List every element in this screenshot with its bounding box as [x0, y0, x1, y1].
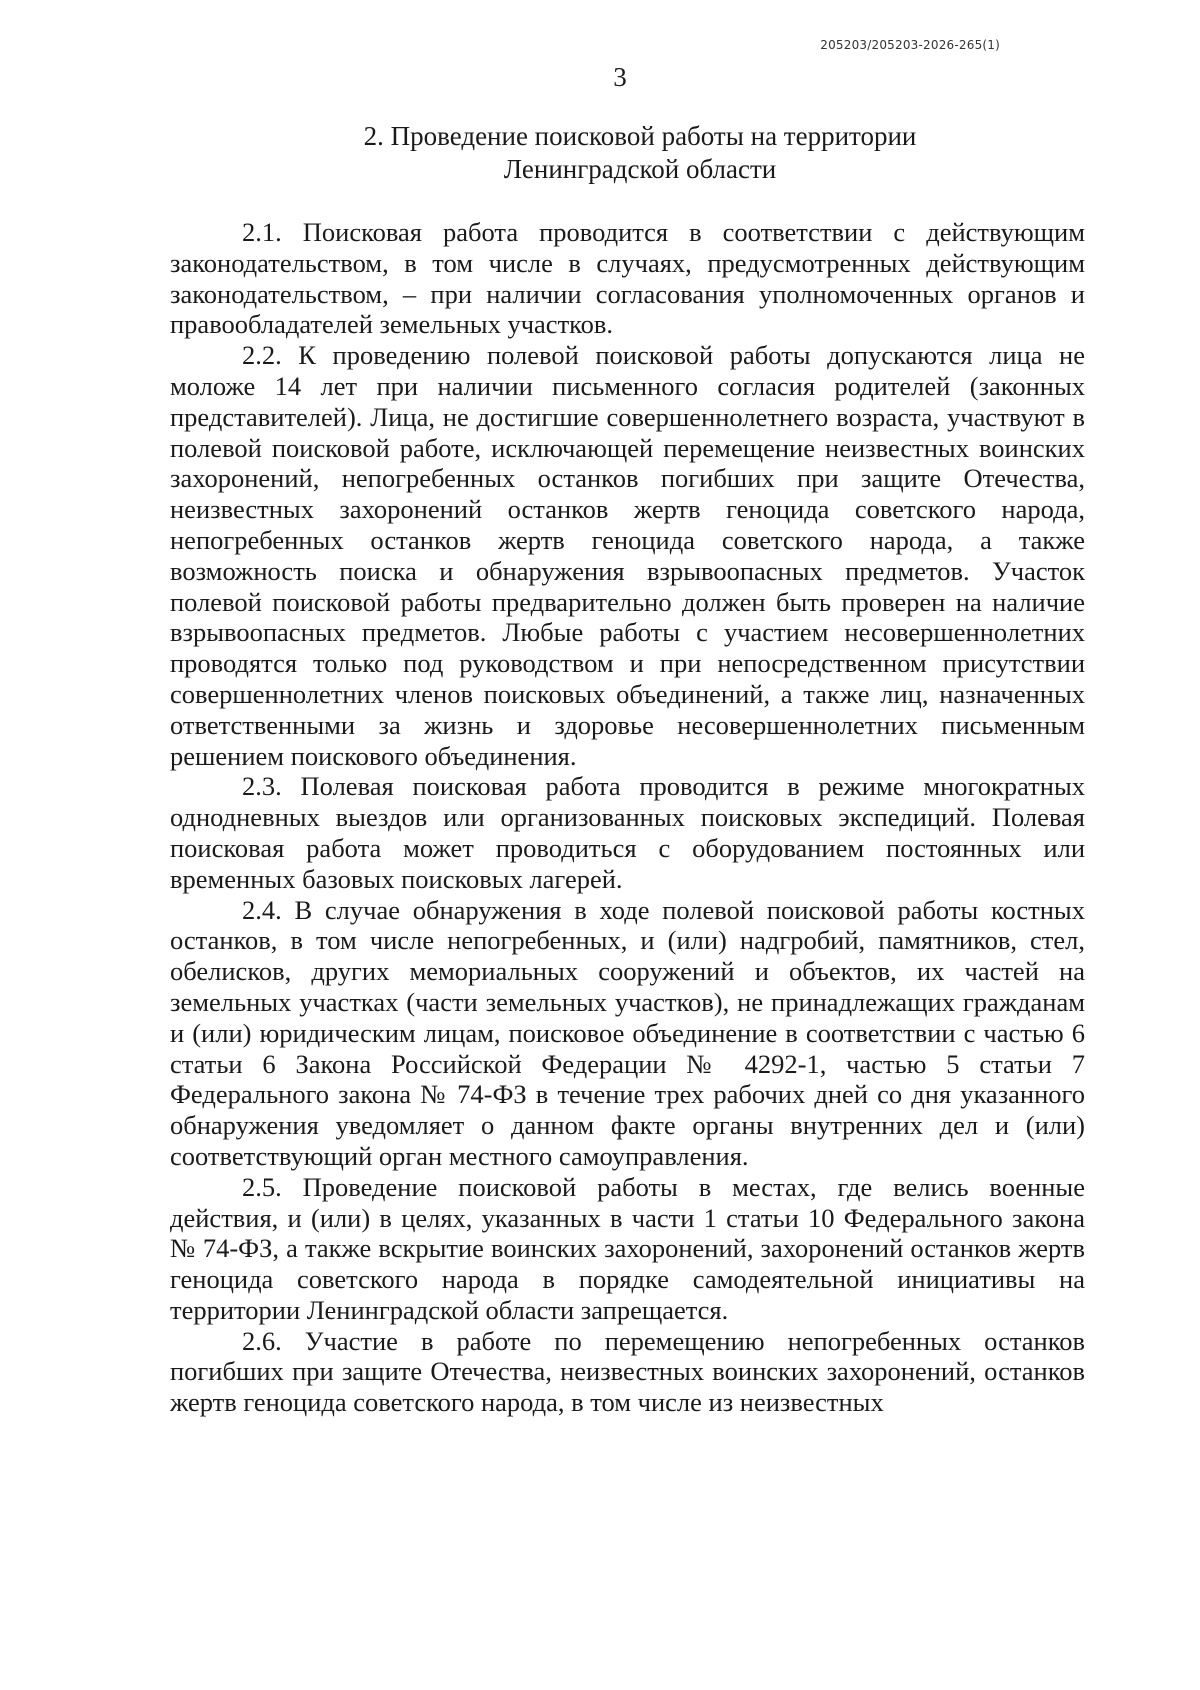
- section-title-line-2: Ленинградской области: [503, 154, 777, 184]
- paragraph-2-3: 2.3. Полевая поисковая работа проводится в режиме многократных однодневных выездов или организованных поисковых экспедиций. Полевая поисковая работа может проводиться с оборудованием постоянных или временных базовых поисковых лагерей.: [170, 771, 1085, 894]
- section-title: [170, 120, 1110, 186]
- document-id: 205203/205203-2026-265(1): [820, 38, 1000, 52]
- document-body: [170, 217, 1085, 1418]
- paragraph-2-2: 2.2. К проведению полевой поисковой работы допускаются лица не моложе 14 лет при наличии письменного согласия родителей (законных представителей). Лица, не достигшие совершеннолетнего возраста, участвуют в полевой поисковой работе, исключающей перемещение неизвестных воинских захоронений, непогребенных останков погибших при защите Отечества, неизвестных захоронений останков жертв геноцида советского народа, непогребенных останков жертв геноцида советского народа, а также возможность поиска и обнаружения взрывоопасных предметов. Участок полевой поисковой работы предварительно должен быть проверен на наличие взрывоопасных предметов. Любые работы с участием несовершеннолетних проводятся только под руководством и при непосредственном присутствии совершеннолетних членов поисковых объединений, а также лиц, назначенных ответственными за жизнь и здоровье несовершеннолетних письменным решением поискового объединения.: [170, 340, 1085, 771]
- paragraph-2-6: 2.6. Участие в работе по перемещению непогребенных останков погибших при защите Отечества, неизвестных воинских захоронений, останков жертв геноцида советского народа, в том числе из неизвестных: [170, 1325, 1085, 1418]
- paragraph-2-5: 2.5. Проведение поисковой работы в местах, где велись военные действия, и (или) в целях, указанных в части 1 статьи 10 Федерального закона № 74-ФЗ, а также вскрытие воинских захоронений, захоронений останков жертв геноцида советского народа в порядке самодеятельной инициативы на территории Ленинградской области запрещается.: [170, 1171, 1085, 1325]
- paragraph-2-4: 2.4. В случае обнаружения в ходе полевой поисковой работы костных останков, в том числе непогребенных, и (или) надгробий, памятников, стел, обелисков, других мемориальных сооружений и объектов, их частей на земельных участках (части земельных участков), не принадлежащих гражданам и (или) юридическим лицам, поисковое объединение в соответствии с частью 6 статьи 6 Закона Российской Федерации № 4292-1, частью 5 статьи 7 Федерального закона № 74-ФЗ в течение трех рабочих дней со дня указанного обнаружения уведомляет о данном факте органы внутренних дел и (или) соответствующий орган местного самоуправления.: [170, 894, 1085, 1171]
- paragraph-2-1: 2.1. Поисковая работа проводится в соответствии с действующим законодательством, в том числе в случаях, предусмотренных действующим законодательством, – при наличии согласования уполномоченных органов и правообладателей земельных участков.: [170, 217, 1085, 340]
- page-number: 3: [613, 62, 627, 92]
- section-title-line-1: 2. Проведение поисковой работы на территории: [363, 121, 917, 151]
